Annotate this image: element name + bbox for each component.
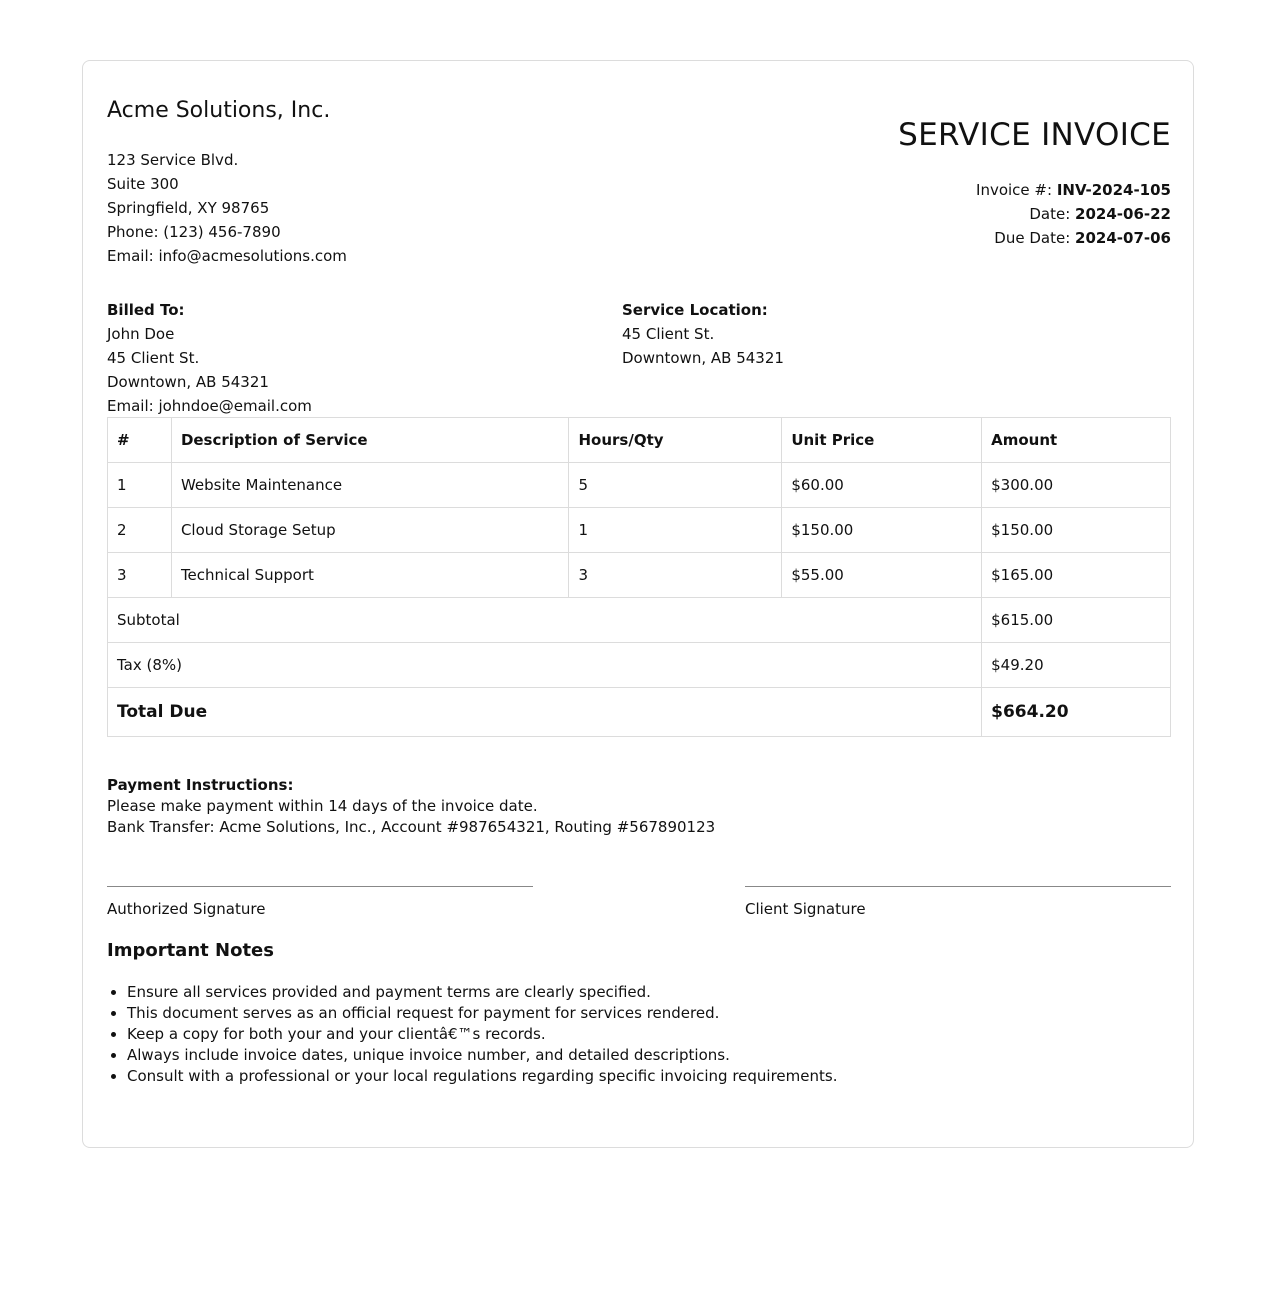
company-phone: Phone: (123) 456-7890: [107, 223, 281, 241]
row-unit-price: $60.00: [782, 463, 982, 508]
company-address-line1: 123 Service Blvd.: [107, 151, 239, 169]
list-item: • This document serves as an official request for payment for services rendered.: [127, 1003, 837, 1024]
invoice-due-row: [976, 226, 1171, 250]
invoice-date-label: Date:: [1029, 205, 1071, 223]
payment-instructions: [107, 775, 715, 838]
row-amount: $150.00: [982, 508, 1171, 553]
payment-line2: Bank Transfer: Acme Solutions, Inc., Account #987654321, Routing #567890123: [107, 818, 716, 836]
row-description: Technical Support: [171, 553, 569, 598]
service-location: [622, 298, 784, 370]
billed-to-email: Email: johndoe@email.com: [107, 397, 312, 415]
total-label: Total Due: [108, 688, 982, 737]
row-amount: $300.00: [982, 463, 1171, 508]
notes-title: Important Notes: [107, 940, 274, 961]
list-item: • Consult with a professional or your local regulations regarding specific invoicing requirements.: [127, 1066, 837, 1087]
notes-list: [107, 982, 837, 1087]
invoice-number: INV-2024-105: [1056, 181, 1171, 199]
billed-to: [107, 298, 312, 418]
billed-to-city: Downtown, AB 54321: [107, 373, 269, 391]
row-quantity: 5: [569, 463, 782, 508]
tax-row: [108, 643, 1171, 688]
row-number: 2: [108, 508, 172, 553]
subtotal-value: $615.00: [982, 598, 1171, 643]
column-header-amount: Amount: [982, 418, 1171, 463]
tax-label: Tax (8%): [108, 643, 982, 688]
column-header-description: Description of Service: [171, 418, 569, 463]
payment-line1: Please make payment within 14 days of the invoice date.: [107, 797, 538, 815]
row-number: 3: [108, 553, 172, 598]
authorized-signature-line: [107, 886, 533, 918]
subtotal-label: Subtotal: [108, 598, 982, 643]
row-quantity: 1: [569, 508, 782, 553]
client-signature-line: [745, 886, 1171, 918]
company-email: Email: info@acmesolutions.com: [107, 247, 347, 265]
column-header-quantity: Hours/Qty: [569, 418, 782, 463]
table-row: [108, 463, 1171, 508]
row-quantity: 3: [569, 553, 782, 598]
company-name: Acme Solutions, Inc.: [107, 98, 331, 123]
subtotal-row: [108, 598, 1171, 643]
column-header-unit-price: Unit Price: [782, 418, 982, 463]
billed-to-address: 45 Client St.: [107, 349, 200, 367]
row-description: Website Maintenance: [171, 463, 569, 508]
items-table: [107, 417, 1171, 737]
row-number: 1: [108, 463, 172, 508]
row-unit-price: $150.00: [782, 508, 982, 553]
company-address: [107, 148, 347, 268]
invoice-date: 2024-06-22: [1075, 205, 1171, 223]
payment-heading: Payment Instructions:: [107, 776, 294, 794]
company-address-line2: Suite 300: [107, 175, 179, 193]
invoice-date-row: [976, 202, 1171, 226]
total-row: [108, 688, 1171, 737]
invoice-due-date: 2024-07-06: [1075, 229, 1171, 247]
invoice-number-row: [976, 178, 1171, 202]
service-location-city: Downtown, AB 54321: [622, 349, 784, 367]
service-location-address: 45 Client St.: [622, 325, 715, 343]
client-signature-label: Client Signature: [745, 900, 866, 918]
list-item: • Ensure all services provided and payment terms are clearly specified.: [127, 982, 837, 1003]
list-item: • Always include invoice dates, unique invoice number, and detailed descriptions.: [127, 1045, 837, 1066]
row-amount: $165.00: [982, 553, 1171, 598]
authorized-signature-label: Authorized Signature: [107, 900, 266, 918]
row-description: Cloud Storage Setup: [171, 508, 569, 553]
tax-value: $49.20: [982, 643, 1171, 688]
row-unit-price: $55.00: [782, 553, 982, 598]
invoice-number-label: Invoice #:: [976, 181, 1053, 199]
company-city: Springfield, XY 98765: [107, 199, 270, 217]
billed-to-name: John Doe: [107, 325, 175, 343]
invoice-due-label: Due Date:: [994, 229, 1071, 247]
service-location-heading: Service Location:: [622, 301, 768, 319]
invoice-title: SERVICE INVOICE: [898, 117, 1171, 153]
column-header-number: #: [108, 418, 172, 463]
table-row: [108, 508, 1171, 553]
table-header-row: [108, 418, 1171, 463]
billed-to-heading: Billed To:: [107, 301, 185, 319]
invoice-page: [82, 60, 1194, 1148]
total-value: $664.20: [982, 688, 1171, 737]
table-row: [108, 553, 1171, 598]
list-item: • Keep a copy for both your and your clientâ€™s records.: [127, 1024, 837, 1045]
invoice-meta: [976, 178, 1171, 250]
